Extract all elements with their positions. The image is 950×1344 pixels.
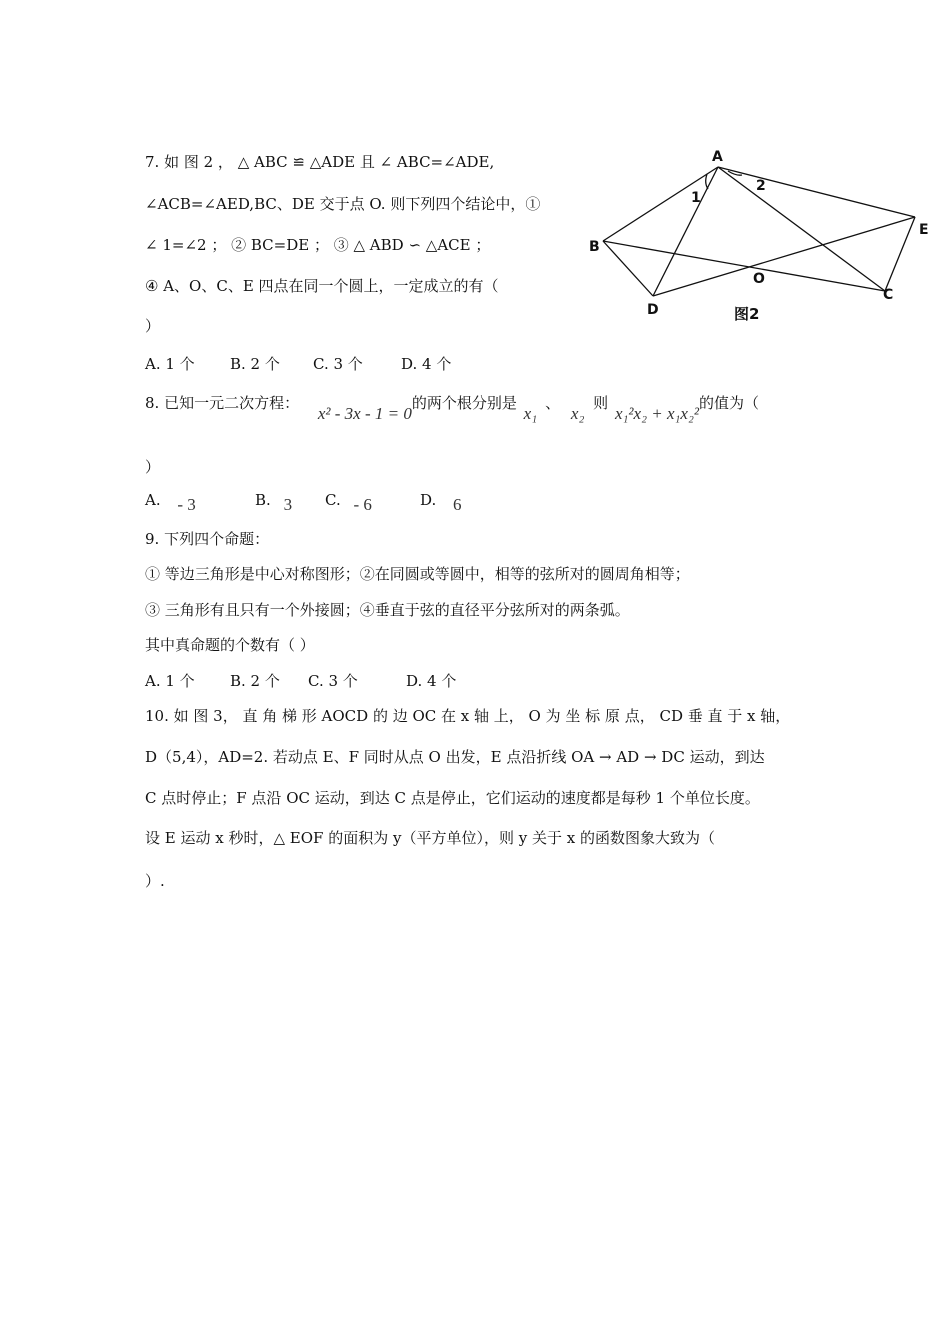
q8-then: 则: [593, 394, 609, 412]
label-e: E: [919, 222, 929, 238]
segment-ac: [718, 167, 885, 291]
label-c: C: [883, 287, 894, 303]
q9-options: [145, 671, 456, 691]
q8-option-d-label: D.: [420, 491, 437, 509]
q8-option-b-label: B.: [255, 491, 271, 509]
q7-option-a: A. 1 个: [145, 355, 195, 373]
q9-option-d: D. 4 个: [406, 672, 457, 690]
q9-option-b: B. 2 个: [230, 672, 280, 690]
label-d: D: [647, 302, 659, 318]
q8-separator: 、: [545, 394, 561, 412]
q8-option-d-value: 6: [453, 495, 462, 514]
q7-option-b: B. 2 个: [230, 355, 280, 373]
q8-close: ）: [145, 458, 161, 476]
q7-line-4: ④ A、O、C、E 四点在同一个圆上，一定成立的有（: [145, 277, 499, 295]
label-b: B: [589, 239, 600, 255]
q8-option-a: [145, 490, 255, 514]
segment-ae: [718, 167, 915, 217]
label-angle-1: 1: [691, 190, 701, 206]
q8-option-d: [420, 490, 462, 514]
segment-bc: [603, 241, 885, 291]
segment-ec: [885, 217, 915, 291]
q10-line-3: C 点时停止；F 点沿 OC 运动，到达 C 点是停止，它们运动的速度都是每秒 1 个单位长度。: [145, 789, 760, 807]
q9-line-2: ③ 三角形有且只有一个外接圆；④垂直于弦的直径平分弦所对的两条弧。: [145, 601, 630, 619]
label-a: A: [712, 149, 723, 165]
q7-line-3: ∠ 1=∠2 ； ② BC=DE ； ③ △ ABD ∽ △ACE ；: [145, 236, 491, 254]
q9-line-1: ① 等边三角形是中心对称图形；②在同圆或等圆中，相等的弦所对的圆周角相等；: [145, 565, 690, 583]
q8-option-b: [255, 490, 325, 514]
q7-line-2: ∠ACB=∠AED,BC、DE 交于点 O. 则下列四个结论中，①: [145, 195, 541, 213]
q10-line-4: 设 E 运动 x 秒时，△ EOF 的面积为 y（平方单位），则 y 关于 x 的函数图象大致为（: [145, 829, 715, 847]
q8-option-a-label: A.: [145, 491, 161, 509]
q9-title: 9. 下列四个命题：: [145, 530, 270, 548]
q8-option-c: [325, 490, 420, 514]
q8-option-b-value: 3: [283, 495, 293, 514]
q9-option-c: C. 3 个: [308, 672, 358, 690]
q9-line-3: 其中真命题的个数有（ ）: [145, 636, 315, 654]
q8-option-a-value: - 3: [177, 495, 196, 514]
q9-option-a: A. 1 个: [145, 672, 195, 690]
q8-line-1: [145, 393, 759, 423]
q7-line-1: 7. 如 图 2 ， △ ABC ≌ △ADE 且 ∠ ABC=∠ADE,: [145, 153, 495, 171]
q8-options: [145, 490, 462, 514]
segment-ab: [603, 167, 718, 241]
segment-bd: [603, 241, 653, 296]
q10-line-2: D（5,4），AD=2. 若动点 E、F 同时从点 O 出发，E 点沿折线 OA → AD → DC 运动，到达: [145, 748, 765, 766]
q8-prefix: 8. 已知一元二次方程：: [145, 394, 300, 412]
q7-option-c: C. 3 个: [313, 355, 363, 373]
figure-2: [585, 145, 935, 330]
q8-option-c-label: C.: [325, 491, 341, 509]
q7-options: [145, 354, 451, 374]
label-o: O: [753, 271, 765, 287]
q8-option-c-value: - 6: [353, 495, 372, 514]
figure-caption: 图2: [734, 305, 760, 323]
segment-ad: [653, 167, 718, 296]
q8-expression: x₁²x₂ + x₁x₂²: [614, 404, 699, 423]
q10-line-1: 10. 如 图 3， 直 角 梯 形 AOCD 的 边 OC 在 x 轴 上， O 为 坐 标 原 点， CD 垂 直 于 x 轴，: [145, 707, 791, 725]
q7-line-5: ）: [145, 317, 161, 335]
q8-x1: x₁: [523, 404, 538, 423]
label-angle-2: 2: [756, 178, 766, 194]
q8-suffix: 的值为（: [698, 394, 759, 412]
q8-equation: x² - 3x - 1 = 0: [317, 404, 412, 423]
q10-line-5: ）.: [145, 872, 165, 890]
q8-x2: x₂: [570, 404, 585, 423]
q7-option-d: D. 4 个: [401, 355, 452, 373]
q8-middle: 的两个根分别是: [411, 394, 517, 412]
